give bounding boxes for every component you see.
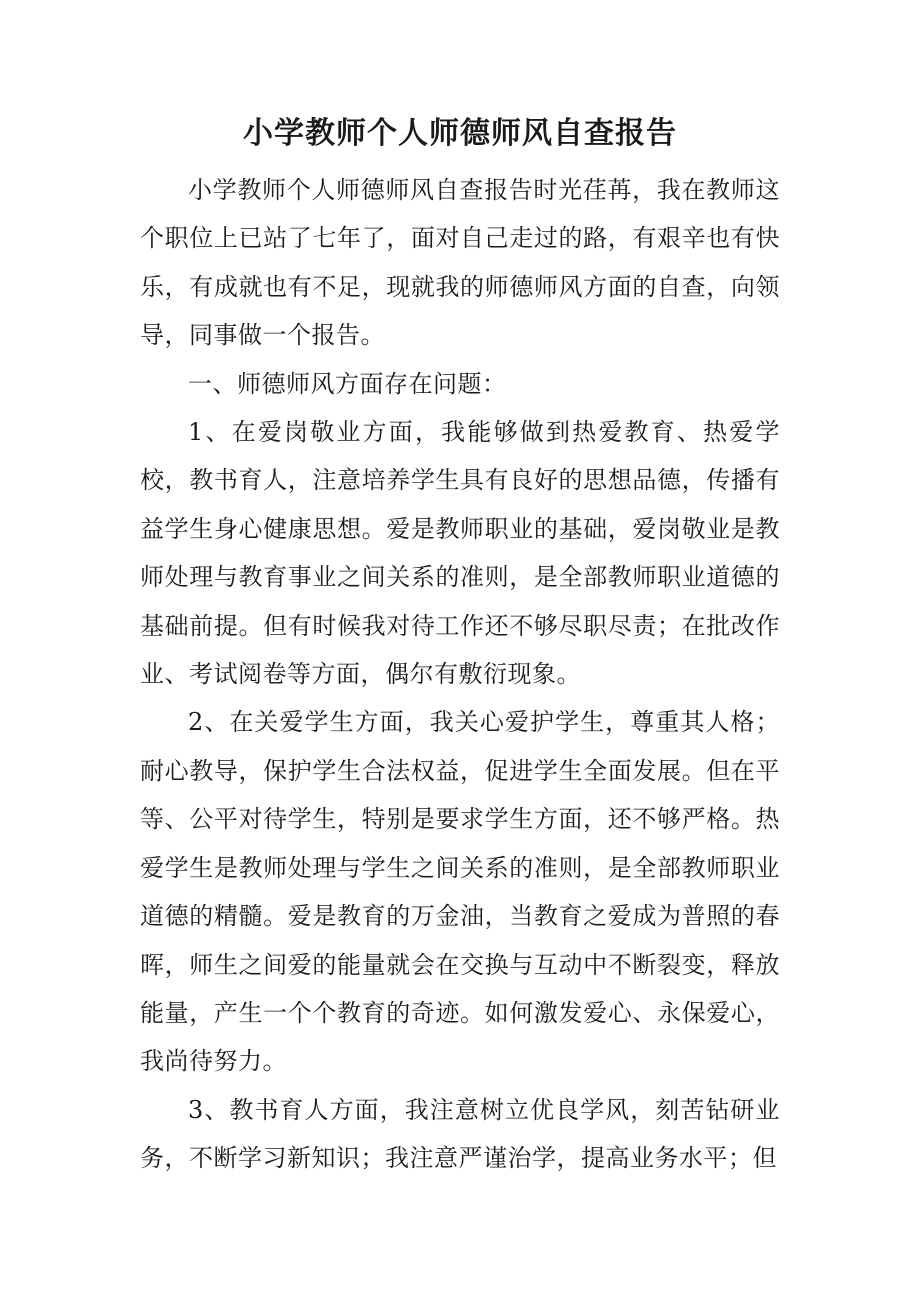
section-heading: 一、师德师风方面存在问题： bbox=[188, 369, 507, 398]
document-body bbox=[140, 166, 780, 1183]
item-2-paragraph: 2、在关爱学生方面，我关心爱护学生，尊重其人格；耐心教导，保护学生合法权益，促进学生全面发展。但在平等、公平对待学生，特别是要求学生方面，还不够严格。热爱学生是教师处理与学生之间关系的准则，是全部教师职业道德的精髓。爱是教育的万金油，当教育之爱成为普照的春晖，师生之间爱的能量就会在交换与互动中不断裂变，释放能量，产生一个个教育的奇迹。如何激发爱心、永保爱心，我尚待努力。 bbox=[140, 708, 780, 1076]
intro-paragraph: 小学教师个人师德师风自查报告时光荏苒，我在教师这个职位上已站了七年了，面对自己走过的路，有艰辛也有快乐，有成就也有不足，现就我的师德师风方面的自查，向领导，同事做一个报告。 bbox=[140, 176, 780, 350]
item-3-paragraph: 3、教书育人方面，我注意树立优良学风，刻苦钻研业务，不断学习新知识；我注意严谨治学，提高业务水平；但 bbox=[140, 1095, 780, 1173]
item-1-paragraph: 1、在爱岗敬业方面，我能够做到热爱教育、热爱学校，教书育人，注意培养学生具有良好的思想品德，传播有益学生身心健康思想。爱是教师职业的基础，爱岗敬业是教师处理与教育事业之间关系的准则，是全部教师职业道德的基础前提。但有时候我对待工作还不够尽职尽责；在批改作业、考试阅卷等方面，偶尔有敷衍现象。 bbox=[140, 418, 780, 689]
document-title: 小学教师个人师德师风自查报告 bbox=[243, 116, 677, 151]
